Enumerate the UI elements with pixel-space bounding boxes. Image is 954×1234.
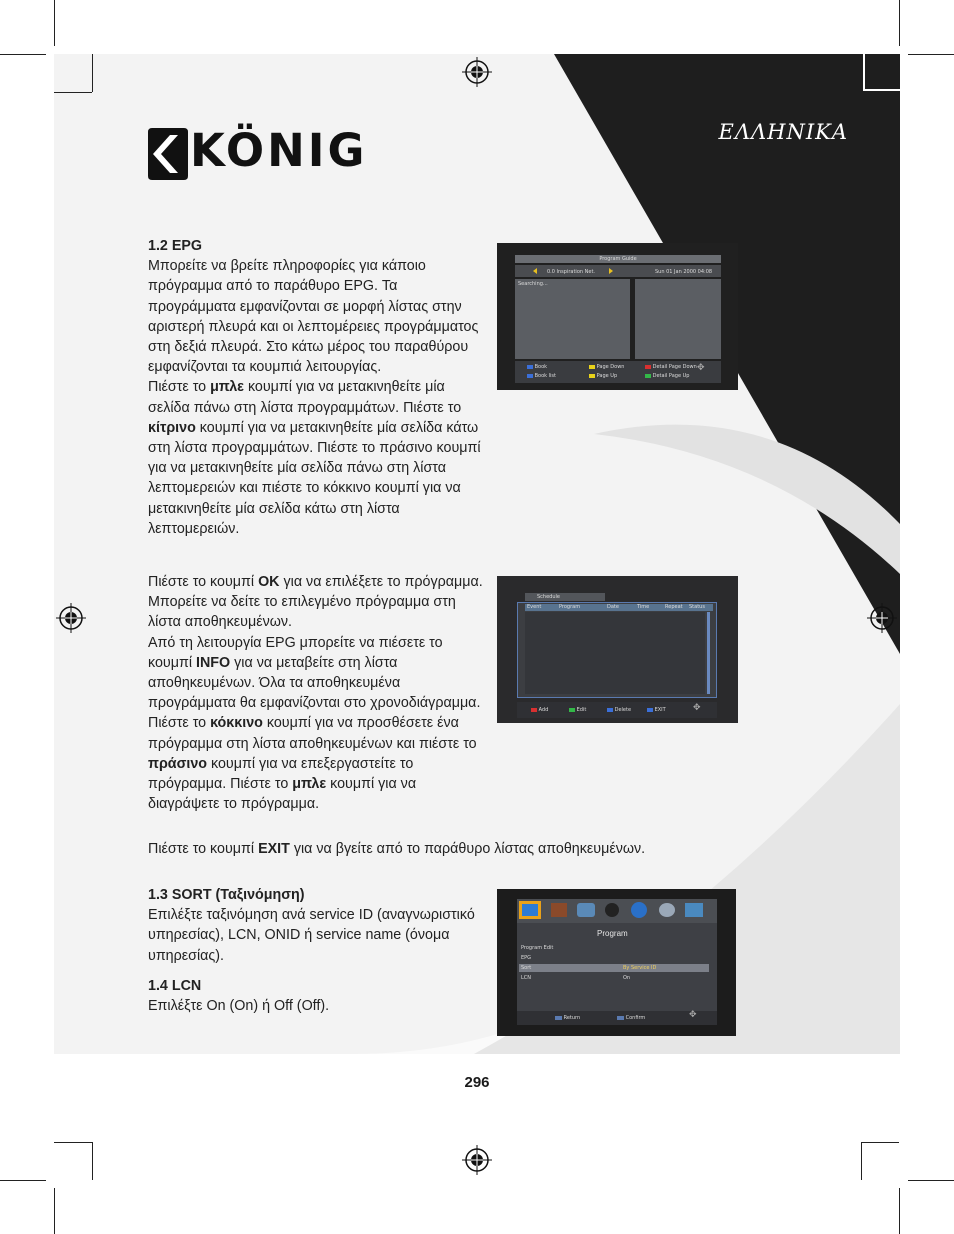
crop-mark <box>54 0 55 46</box>
crop-mark <box>92 1142 93 1180</box>
sort-heading: 1.3 SORT (Ταξινόμηση) <box>148 887 305 903</box>
schedule-screenshot <box>497 576 738 723</box>
schedule-title: Schedule <box>537 594 560 600</box>
schedule-btn-add: Add <box>531 707 548 713</box>
program-screenshot <box>497 889 736 1036</box>
search-icon[interactable] <box>577 903 595 917</box>
lcn-heading: 1.4 LCN <box>148 977 202 994</box>
epg-btn-2: Page Down <box>589 364 624 370</box>
registration-mark-icon <box>867 603 897 633</box>
epg-btn-3: Detail Page Down <box>645 364 697 370</box>
epg-section-2 <box>148 572 490 814</box>
clock-icon[interactable] <box>605 903 619 917</box>
epg-btn-1: Book <box>527 364 547 370</box>
epg-btn-4: Book list <box>527 373 556 379</box>
corner-mark <box>863 54 900 91</box>
crop-mark <box>54 1188 55 1234</box>
crop-mark <box>54 92 92 93</box>
epg-paragraph-4: Από τη λειτουργία EPG μπορείτε να πιέσετε το κουμπί INFO για να μεταβείτε στη λίστα αποθηκευμένων. Όλα τα αποθηκευμένα προγράμματα θα εμφανίζονται στο χρονοδιάγραμμα. <box>148 634 481 712</box>
media-icon[interactable] <box>685 903 703 917</box>
navigation-pad-icon: ✥ <box>697 363 705 373</box>
navigation-pad-icon: ✥ <box>689 1010 697 1020</box>
picture-icon[interactable] <box>551 903 567 917</box>
crop-mark <box>54 1142 92 1143</box>
crop-mark <box>899 0 900 46</box>
tools-icon[interactable] <box>659 903 675 917</box>
crop-mark <box>92 54 93 92</box>
schedule-columns: Event Program Date Time Repeat Status <box>527 604 705 610</box>
konig-logo-icon <box>148 128 188 180</box>
epg-paragraph-1: Μπορείτε να βρείτε πληροφορίες για κάποιο πρόγραμμα από το παράθυρο EPG. Τα προγράμματα εμφανίζονται σε μορφή λίστας στην αριστερή πλευρά και οι λεπτομέρειες προγράμματος στη δεξιά πλευρά. Στο κάτω μέρος του παραθύρου εμφανίζονται τα κουμπιά λειτουργίας. <box>148 258 479 376</box>
epg-screenshot <box>497 243 738 390</box>
crop-mark <box>908 54 954 55</box>
sort-section <box>148 885 493 1016</box>
epg-paragraph-3: Πιέστε το κουμπί OK για να επιλέξετε το πρόγραμμα. Μπορείτε να δείτε το επιλεγμένο πρόγραμμα στη λίστα αποθηκευμένων. <box>148 574 483 631</box>
crop-mark <box>861 1142 899 1143</box>
crop-mark <box>899 1188 900 1234</box>
schedule-scrollbar[interactable] <box>707 612 710 694</box>
menu-item-sort-highlight[interactable] <box>519 964 709 972</box>
logo-wordmark: KÖNIG <box>190 124 368 177</box>
registration-mark-icon <box>462 1145 492 1175</box>
menu-item-program-edit[interactable]: Program Edit <box>521 945 554 951</box>
epg-btn-5: Page Up <box>589 373 617 379</box>
epg-paragraph-6: Πιέστε το κουμπί EXIT για να βγείτε από το παράθυρο λίστας αποθηκευμένων. <box>148 841 646 857</box>
epg-section <box>148 236 488 539</box>
confirm-button[interactable]: Confirm <box>617 1015 645 1021</box>
menu-item-lcn[interactable]: LCN <box>521 975 532 981</box>
lcn-text: Επιλέξτε On (On) ή Off (Off). <box>148 998 330 1015</box>
next-arrow-icon <box>609 268 613 274</box>
crop-mark <box>861 1142 862 1180</box>
registration-mark-icon <box>462 57 492 87</box>
prev-arrow-icon <box>533 268 537 274</box>
epg-screen-title: Program Guide <box>599 256 637 262</box>
page-number: 296 <box>464 1074 490 1091</box>
menu-item-epg[interactable]: EPG <box>521 955 532 961</box>
epg-paragraph-2: Πιέστε το μπλε κουμπί για να μετακινηθείτε μία σελίδα πάνω στη λίστα προγραμμάτων. Πιέστε το κίτρινο κουμπί για να μετακινηθείτε μία σελίδα κάτω στη λίστα προγραμμάτων. Πιέστε το πράσινο κουμπί για να μετακινηθείτε μία σελίδα πάνω στη λίστα λεπτομερειών και πιέστε το κόκκινο κουμπί για να μετακινηθείτε μία σελίδα κάτω στη λίστα λεπτομερειών. <box>148 379 481 537</box>
schedule-btn-edit: Edit <box>569 707 586 713</box>
schedule-btn-delete: Delete <box>607 707 631 713</box>
navigation-pad-icon: ✥ <box>693 703 701 713</box>
language-label: ΕΛΛΗΝΙΚΑ <box>718 120 848 144</box>
return-button[interactable]: Return <box>555 1015 580 1021</box>
epg-datetime: Sun 01 Jan 2000 04:08 <box>655 269 713 275</box>
crop-mark <box>0 1180 46 1181</box>
crop-mark <box>0 54 46 55</box>
crop-mark <box>908 1180 954 1181</box>
registration-mark-icon <box>56 603 86 633</box>
epg-btn-6: Detail Page Up <box>645 373 689 379</box>
epg-button-bar <box>527 363 697 381</box>
program-icon <box>522 904 538 916</box>
schedule-btn-exit: EXIT <box>647 707 666 713</box>
epg-paragraph-5: Πιέστε το κόκκινο κουμπί για να προσθέσετε ένα πρόγραμμα στη λίστα αποθηκευμένων και πιέστε το πράσινο κουμπί για να επεξεργαστείτε το πρόγραμμα. Πιέστε το μπλε κουμπί για να διαγράψετε το πρόγραμμα. <box>148 715 477 813</box>
sort-value[interactable]: By Service ID <box>623 965 657 971</box>
epg-status: Searching... <box>518 281 548 287</box>
sort-text: Επιλέξτε ταξινόμηση ανά service ID (αναγνωριστικό υπηρεσίας), LCN, ONID ή service name (όνομα υπηρεσίας). <box>148 907 475 964</box>
program-menu-title: Program <box>597 929 628 938</box>
globe-icon[interactable] <box>631 902 647 918</box>
lcn-value[interactable]: On <box>623 975 631 981</box>
epg-channel: 0.0 Inspiration Net. <box>547 269 596 275</box>
menu-item-sort[interactable]: Sort <box>521 965 532 971</box>
epg-heading: 1.2 EPG <box>148 238 203 254</box>
